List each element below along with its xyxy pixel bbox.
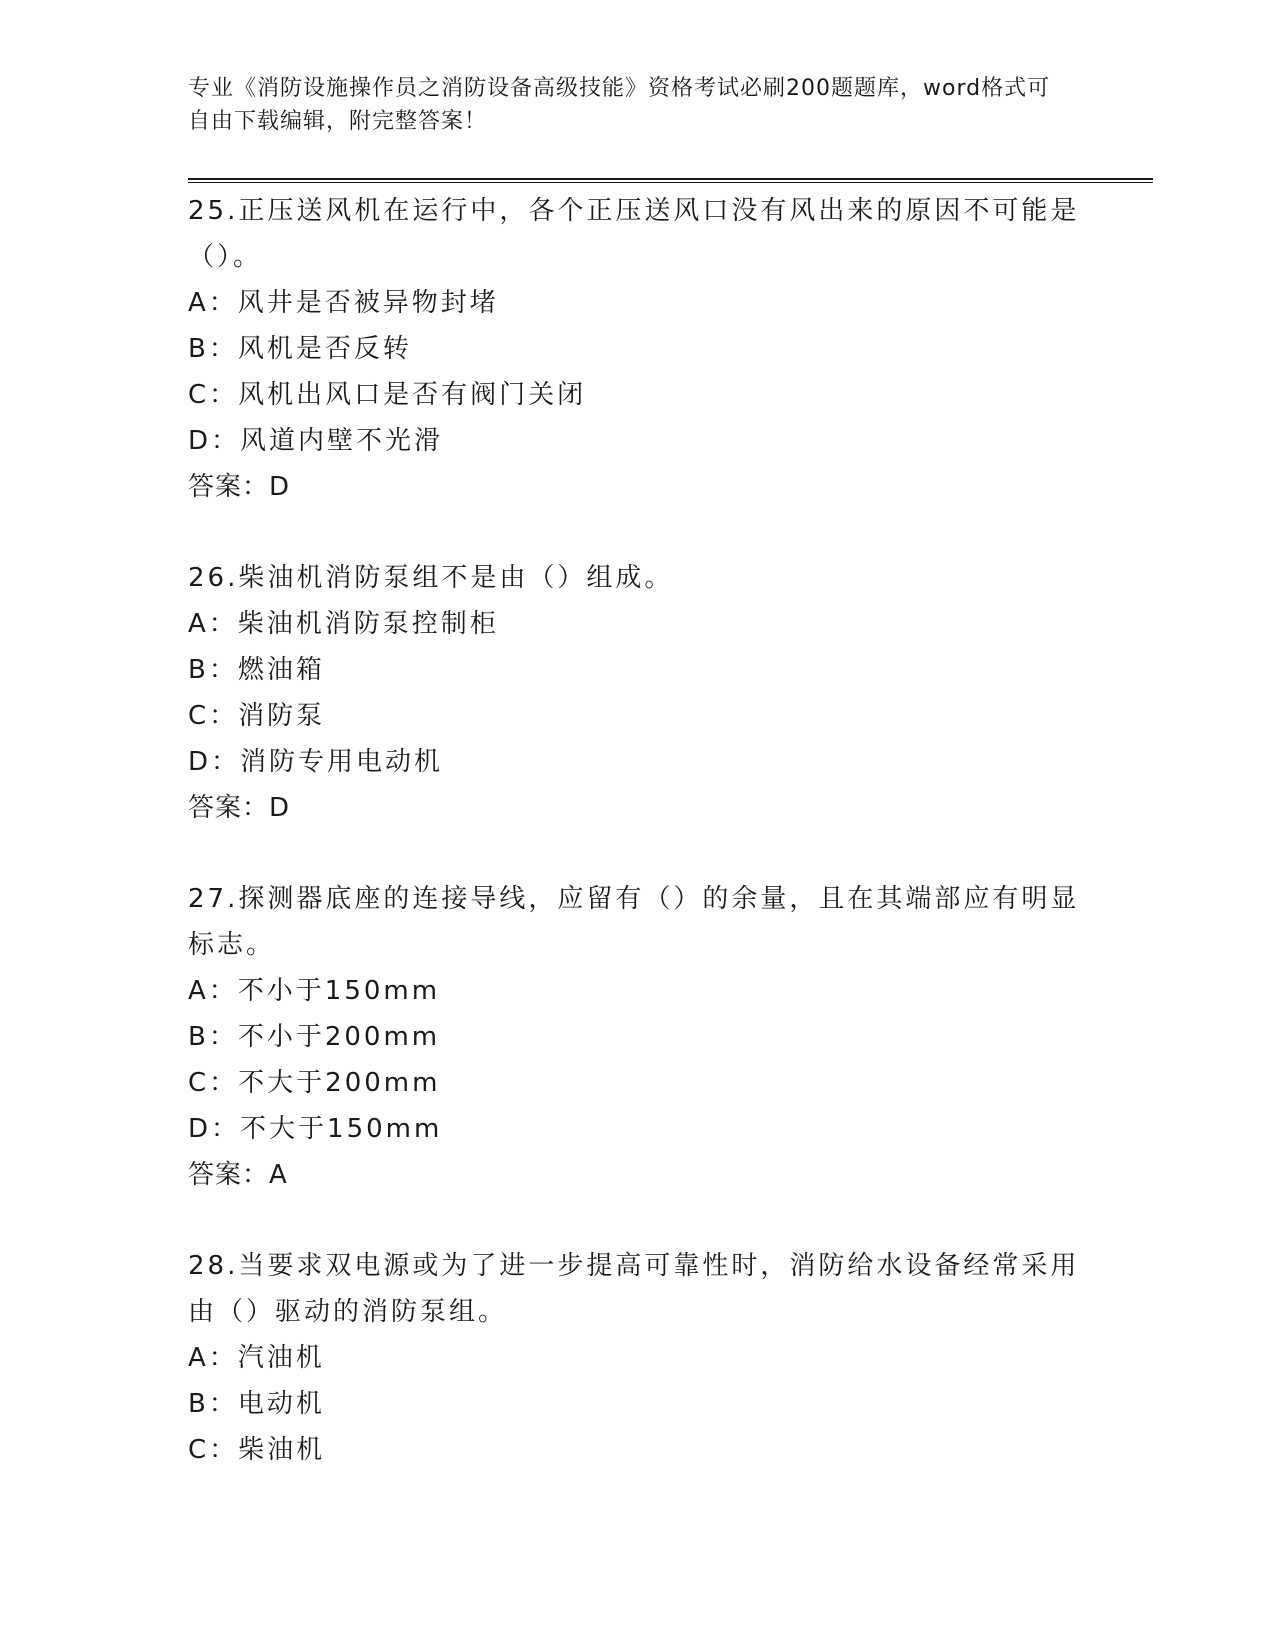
question-stem: 28.当要求双电源或为了进一步提高可靠性时，消防给水设备经常采用由（）驱动的消防泵组。 [188, 1251, 1080, 1327]
question-stem: 25.正压送风机在运行中，各个正压送风口没有风出来的原因不可能是（）。 [188, 196, 1080, 272]
option-b: B：燃油箱 [188, 655, 325, 685]
question-28 [188, 1243, 1088, 1473]
option-c: C：不大于200mm [188, 1068, 441, 1098]
question-26 [188, 555, 1088, 831]
question-27 [188, 876, 1088, 1198]
option-d: D：风道内壁不光滑 [188, 426, 444, 456]
option-a: A：柴油机消防泵控制柜 [188, 609, 499, 639]
option-a: A：风井是否被异物封堵 [188, 288, 499, 318]
answer-line: 答案：A [188, 1160, 288, 1190]
header-divider-thin [188, 182, 1153, 183]
option-b: B：风机是否反转 [188, 334, 412, 364]
document-header: 专业《消防设施操作员之消防设备高级技能》资格考试必刷200题题库，word格式可自由下载编辑，附完整答案！ [188, 76, 1051, 134]
option-d: D：不大于150mm [188, 1114, 443, 1144]
option-d: D：消防专用电动机 [188, 747, 444, 777]
option-c: C：消防泵 [188, 701, 326, 731]
question-stem: 26.柴油机消防泵组不是由（）组成。 [188, 563, 674, 593]
question-25 [188, 188, 1088, 510]
option-a: A：不小于150mm [188, 976, 441, 1006]
option-c: C：柴油机 [188, 1435, 326, 1465]
answer-line: 答案：D [188, 472, 291, 502]
header-divider-thick [188, 178, 1153, 180]
option-b: B：电动机 [188, 1389, 325, 1419]
question-list [188, 188, 1088, 1518]
option-c: C：风机出风口是否有阀门关闭 [188, 380, 587, 410]
option-a: A：汽油机 [188, 1343, 325, 1373]
option-b: B：不小于200mm [188, 1022, 441, 1052]
question-stem: 27.探测器底座的连接导线，应留有（）的余量，且在其端部应有明显标志。 [188, 884, 1080, 960]
answer-line: 答案：D [188, 793, 291, 823]
